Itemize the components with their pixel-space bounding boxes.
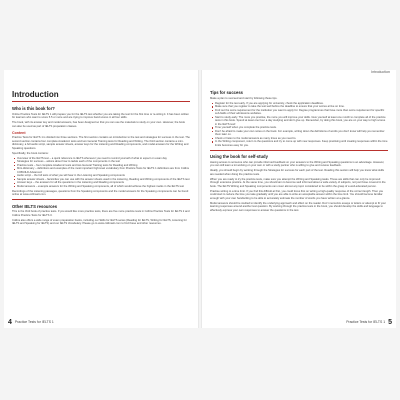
content-list — [12, 157, 190, 189]
section-divider — [210, 150, 388, 151]
list-item: Find out the score requirement for the institution you want to apply for. Degree programmes that have more than score requirement for specific sub-fields of their admissions websites. — [215, 109, 388, 116]
using-paragraph-5: Model answers should be studied to identify the underlying approach and effect on the reader. Don't memorize essays or letters or attempt to fit your learning responses around another test question. By working through the practice tests in the book, you should develop the skills and language to effectively express your own responses to answer the questions in the test. — [210, 201, 386, 212]
right-footer — [346, 319, 392, 326]
left-footer — [8, 319, 54, 326]
list-item: Time yourself when you complete the practice tests. — [215, 126, 388, 130]
who-paragraph-1: Online Practice Tests for IELTS 1 will prepare you for the IELTS test whether you are taking the test for the first time or re-sitting it. It has been written for learners who want to score 5.5 or more and are trying to improve band scores in all four skills. — [12, 112, 189, 119]
list-item: Overview of the IELTS test – a quick reference to IELTS whenever you need to remind yourself of what to expect on exam day — [17, 157, 190, 161]
content-paragraph-3: Recordings of the Listening passages, questions from the Speaking components and the model answers for the Speaking components can be found online at www.collinselt.com. — [12, 189, 189, 197]
using-paragraph-2: Ideally, you should begin by working through the Strategies for success for each part of the test. Reading this section will help you know what skills are needed when doing the practice tests. — [210, 169, 384, 176]
list-item: Mini-dictionary – definitions and examples of the most important high-level vocabulary from Practice Tests for IELTS 1 definitions are from Collins COBUILD Advanced — [17, 167, 189, 174]
list-item: Make sure that you register to take the test well before the deadline to ensure that your scores arrive on time. — [215, 105, 388, 109]
using-paragraph-1: Having access to someone who can provide informed feedback on your answers to the Writing and Speaking questions is an advantage. However, you can still learn a lot working on your own or with a study partner who is willing to give and receive feedback. — [210, 160, 385, 168]
content-paragraph-1: Practice Tests for IELTS 1 is divided into three sections. The first section contains an introduction to the test and strategies for success in the test. The second section contains four complete Academic tests and two General Training tests for Reading and Writing. The third section contains a mini-dictionary, a full audio script, sample answer sheets, answer keys for the Listening and Reading components, and model answers for the Writing and Speaking questions. — [12, 136, 190, 150]
using-paragraph-4: Practise writing to a time limit. If you find this difficult at first, you could focus first on writing a high-quality response of the correct length. Then you could start to reduce the time you take gradually until you are able to write an acceptable answer within the time limit. You should become familiar enough with your own handwriting to be able to accurately estimate the number of words you have written at a glance. — [210, 189, 384, 200]
footer-title: Practice Tests for IELTS 1 — [14, 320, 54, 324]
list-item: Practice tests – four complete Academic tests and two General Training tests for Reading and Writing — [17, 164, 190, 168]
page-title: Introduction — [12, 90, 190, 102]
list-item: Start to study early. The more you practise, the more you will improve your skills. Give yourself at least one month to complete all of the practice tests in this book. Spend at least one hour a day studying and don't give up. Remember, by doing this book, you are on your way to high scores in the IELTS test! — [215, 116, 388, 127]
tips-heading: Tips for success — [210, 90, 243, 95]
using-heading: Using the book for self-study — [210, 154, 268, 160]
tips-intro: Make a plan to succeed and start by following these tips. — [210, 96, 278, 100]
content-heading: Content — [12, 131, 26, 136]
who-paragraph-2: The book, with its answer key and model answers, has been designed so that you can use the materials to study on your own. However, the book can also be used as part of IELTS preparation classes. — [12, 121, 185, 128]
list-item: In the Writing component, return to the questions and try to come up with new responses. Keep practising until creating responses within the time limits becomes easy for you. — [215, 140, 388, 147]
list-item: Don't be afraid to make your own notes on the book. For example, writing down the definitions of words you don't know will help you remember them later on. — [215, 130, 388, 137]
tips-list — [210, 102, 388, 148]
using-paragraph-3: When you are ready to try the practice tests, make sure you attempt the Writing and Speaking tasks. These are skills that can only be improved through extensive practice. At the same time, you should aim to become well informed about a wide variety of subjects, not just those covered in the book. The IELTS Writing and Speaking components can cover almost any topic considered to be within the grasp of a well-educated person. — [210, 177, 386, 188]
list-item: Register for the test early. If you are applying for university, check the application deadlines. — [215, 102, 388, 106]
list-item: Audio script – the full texts of what you will hear in the Listening and Speaking components — [17, 174, 190, 178]
right-page — [202, 70, 396, 328]
chapter-tab: Introduction — [371, 70, 390, 74]
left-page — [4, 70, 198, 328]
list-item: Check or listen to the model answers as many times as you need to. — [215, 137, 388, 141]
section-divider — [12, 199, 190, 200]
list-item: Answer keys – the answers for all the questions in the Listening and Reading components — [17, 181, 190, 185]
content-paragraph-2: Specifically, the book contains: — [12, 151, 49, 155]
list-item: Sample answer sheets – facsimiles you can use with the answer sheets used in the Listening, Reading and Writing components of the IELTS test — [17, 177, 190, 181]
other-paragraph-2: Collins also offers a wide range of exam preparation books, including our Skills for IELTS series (Reading for IELTS, Writing for IELTS, Listening for IELTS and Speaking for IELTS) and our IELTS Vocabulary. Please go to www.collinselt.com to find these and other resources. — [12, 218, 187, 226]
who-heading: Who is this book for? — [12, 106, 55, 111]
other-paragraph-1: This is the third book of practice tests. If you would like more practice tests, there are five more practice tests in Collins Practice Tests for IELTS 2 and Collins Practice Tests for IELTS 3. — [12, 210, 190, 217]
page-number: 4 — [8, 319, 12, 326]
footer-title: Practice Tests for IELTS 1 — [346, 320, 386, 324]
page-number: 5 — [388, 319, 392, 326]
list-item: Strategies for success – advice about how to tackle each of the components in the test — [17, 160, 190, 164]
other-heading: Other IELTS resources — [12, 203, 58, 209]
list-item: Model answers – example answers for the Writing and Speaking components, all of which would achieve the highest marks in the IELTS test — [17, 185, 190, 189]
